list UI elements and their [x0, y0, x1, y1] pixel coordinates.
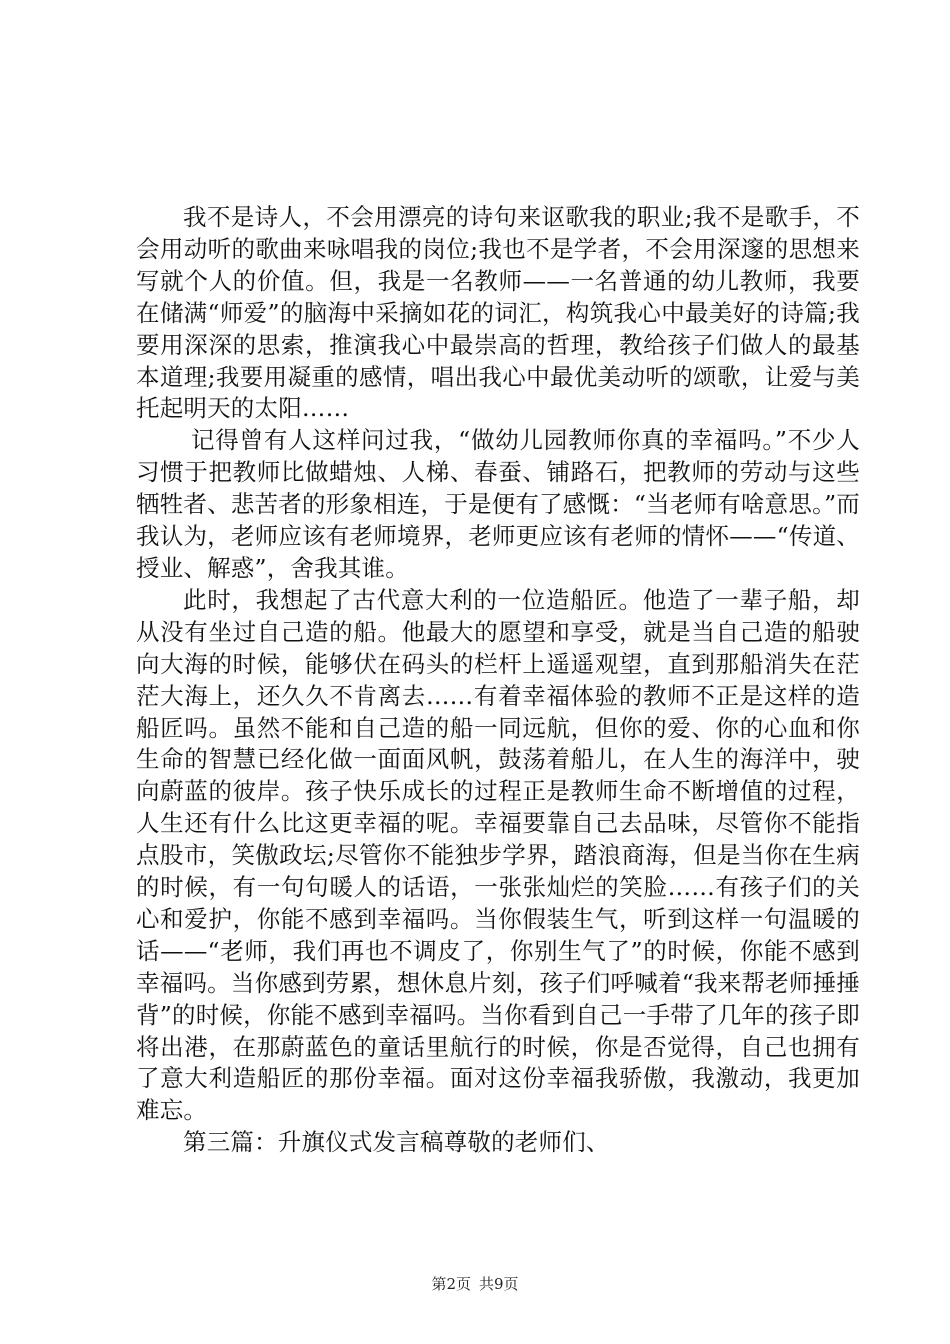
document-body [136, 202, 860, 1159]
paragraph-intro: 我不是诗人，不会用漂亮的诗句来讴歌我的职业;我不是歌手，不会用动听的歌曲来咏唱我的岗位;我也不是学者，不会用深邃的思想来写就个人的价值。但，我是一名教师——一名普通的幼儿教师，我要在储满“师爱”的脑海中采摘如花的词汇，构筑我心中最美好的诗篇;我要用深深的思索，推演我心中最崇高的哲理，教给孩子们做人的最基本道理;我要用凝重的感情，唱出我心中最优美动听的颂歌，让爱与美托起明天的太阳…… [136, 203, 860, 423]
page-footer [0, 1273, 950, 1294]
paragraph-happiness-question: 记得曾有人这样问过我，“做幼儿园教师你真的幸福吗。”不少人习惯于把教师比做蜡烛、人梯、春蚕、铺路石，把教师的劳动与这些牺牲者、悲苦者的形象相连，于是便有了感慨：“当老师有啥意思。”而我认为，老师应该有老师境界，老师更应该有老师的情怀——“传道、授业、解惑”，舍我其谁。 [136, 426, 860, 582]
paragraph-section-heading: 第三篇：升旗仪式发言稿尊敬的老师们、 [183, 1128, 610, 1157]
paragraph-shipbuilder: 此时，我想起了古代意大利的一位造船匠。他造了一辈子船，却从没有坐过自己造的船。他最大的愿望和享受，就是当自己造的船驶向大海的时候，能够伏在码头的栏杆上遥遥观望，直到那船消失在茫茫大海上，还久久不肯离去……有着幸福体验的教师不正是这样的造船匠吗。虽然不能和自己造的船一同远航，但你的爱、你的心血和你生命的智慧已经化做一面面风帆，鼓荡着船儿，在人生的海洋中，驶向蔚蓝的彼岸。孩子快乐成长的过程正是教师生命不断增值的过程，人生还有什么比这更幸福的呢。幸福要靠自己去品味，尽管你不能指点股市，笑傲政坛;尽管你不能独步学界，踏浪商海，但是当你在生病的时候，有一句句暖人的话语，一张张灿烂的笑脸……有孩子们的关心和爱护，你能不感到幸福吗。当你假装生气，听到这样一句温暖的话——“老师，我们再也不调皮了，你别生气了”的时候，你能不感到幸福吗。当你感到劳累，想休息片刻，孩子们呼喊着“我来帮老师捶捶背”的时候，你能不感到幸福吗。当你看到自己一手带了几年的孩子即将出港，在那蔚蓝色的童话里航行的时候，你是否觉得，自己也拥有了意大利造船匠的那份幸福。面对这份幸福我骄傲，我激动，我更加难忘。 [136, 585, 860, 1125]
page-number: 第2页 [431, 1275, 471, 1293]
page-total: 共9页 [479, 1275, 519, 1293]
